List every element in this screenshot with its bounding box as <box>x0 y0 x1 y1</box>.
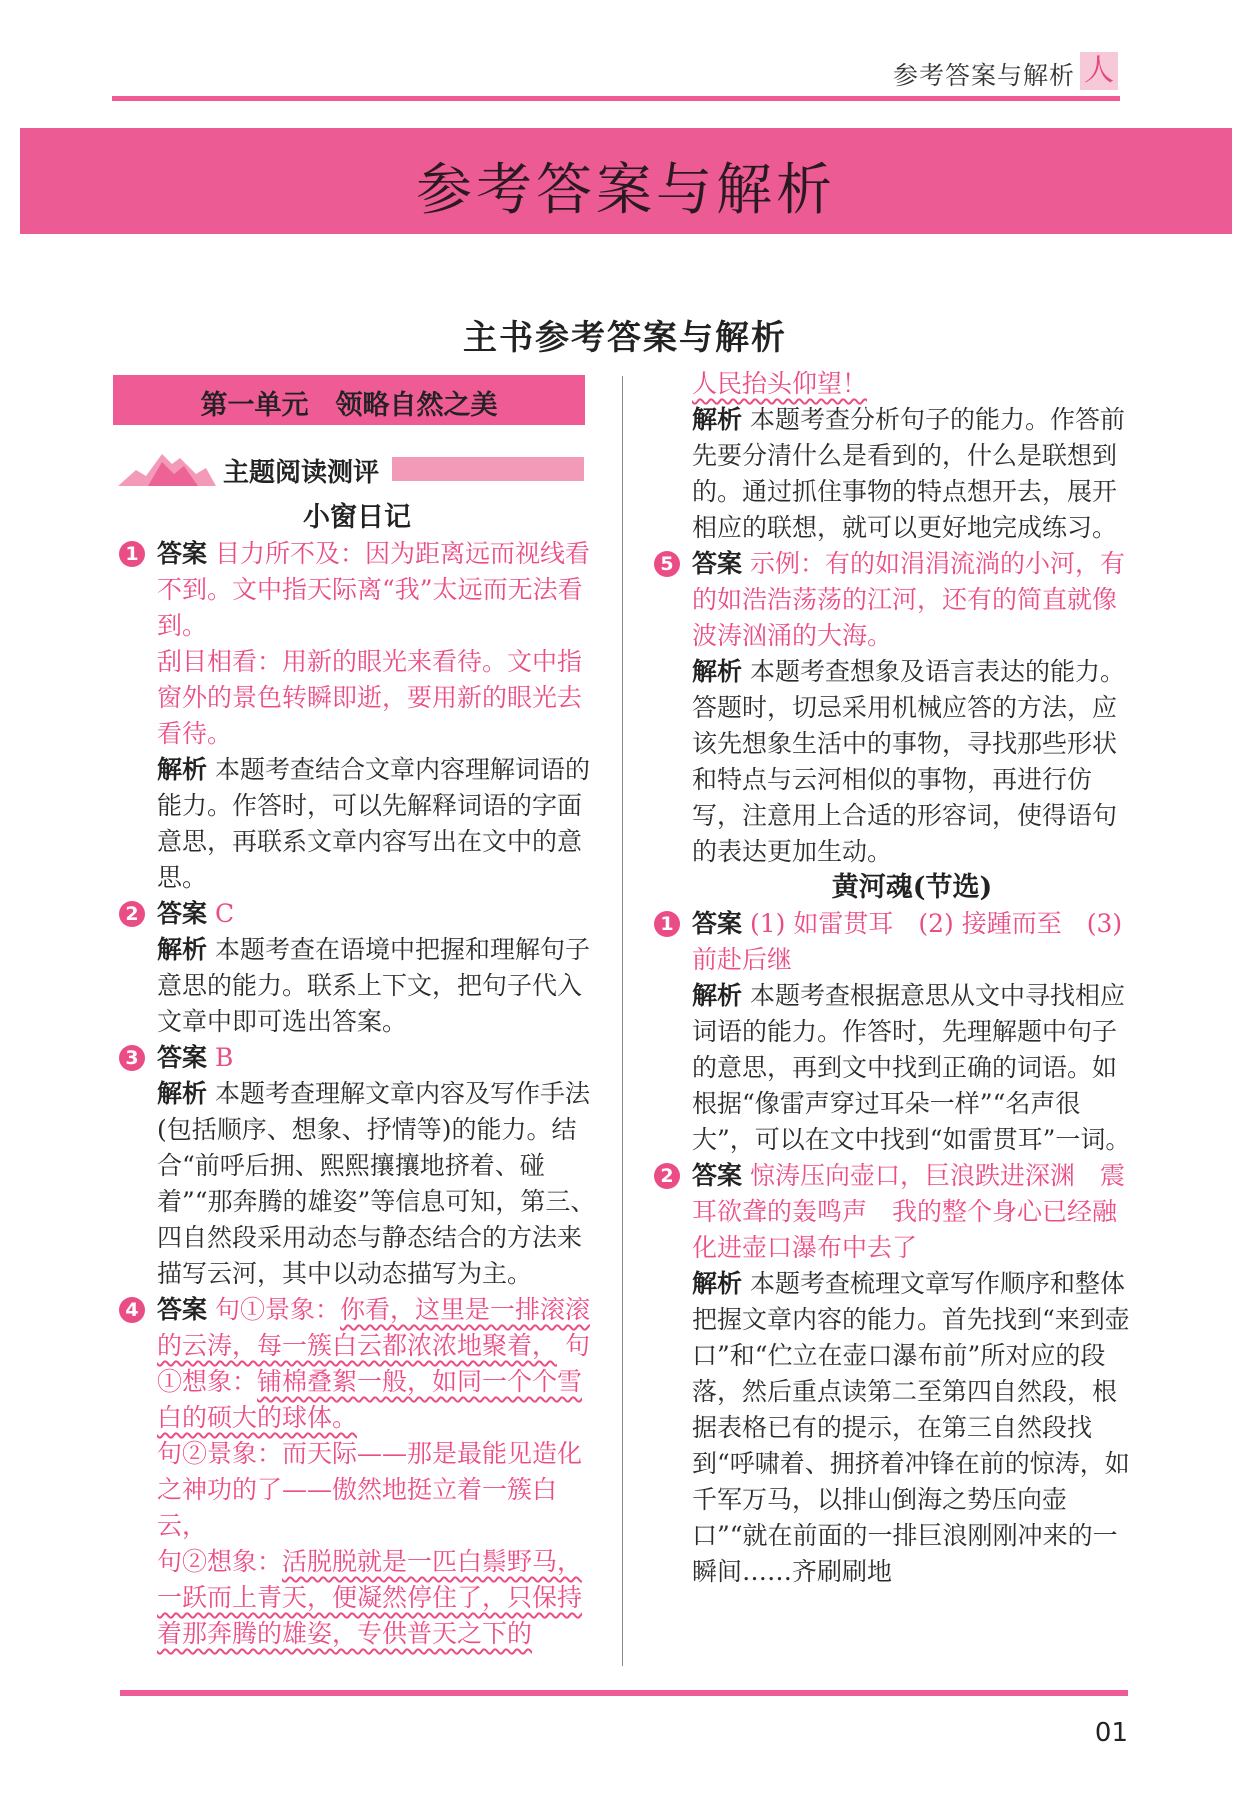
q3-analysis: 解析 本题考查理解文章内容及写作手法(包括顺序、想象、抒情等)的能力。结合“前呼后拥、熙熙攘攘地挤着、碰着”“那奔腾的雄姿”等信息可知，第三、四自然段采用动态与静态结合的方法来描写云河，其中以动态描写为主。 <box>157 1079 596 1288</box>
q3-number: 3 <box>119 1045 145 1071</box>
r1-analysis: 解析 本题考查根据意思从文中寻找相应词语的能力。作答时，先理解题中句子的意思，再到文中找到正确的词语。如根据“像雷声穿过耳朵一样”“名声很大”，可以在文中找到“如雷贯耳”一词。 <box>692 981 1131 1154</box>
section-title: 主题阅读测评 <box>223 458 380 488</box>
q4-answer-2: 句②景象：而天际——那是最能见造化之神功的了——傲然地挺立着一簇白云， <box>157 1439 583 1540</box>
q4-answer-3: 句②想象：活脱脱就是一匹白鬃野马，一跃而上青天，便凝然停住了，只保持着那奔腾的雄姿，专供普天之下的 <box>157 1547 583 1648</box>
q5-number: 5 <box>654 551 680 577</box>
unit-heading <box>113 375 585 425</box>
q5-analysis: 解析 本题考查想象及语言表达的能力。答题时，切忌采用机械应答的方法，应该先想象生活中的事物，寻找那些形状和特点与云河相似的事物，再进行仿写，注意用上合适的形容词，使得语句的表达更加生动。 <box>692 657 1125 866</box>
q5-answer: 5 答案 示例：有的如涓涓流淌的小河，有的如浩浩荡荡的江河，还有的简直就像波涛汹涌的大海。 <box>692 546 1132 654</box>
header-rule <box>112 96 1120 101</box>
q1-answer-2: 刮目相看：用新的眼光来看待。文中指窗外的景色转瞬即逝，要用新的眼光去看待。 <box>157 647 583 748</box>
q4-analysis: 解析 本题考查分析句子的能力。作答前先要分清什么是看到的，什么是联想到的。通过抓住事物的特点想开去，展开相应的联想，就可以更好地完成练习。 <box>692 405 1125 542</box>
left-column <box>125 500 597 1652</box>
q2-answer: 2 答案 C <box>157 896 597 932</box>
article-title-2: 黄河魂(节选) <box>831 872 993 903</box>
q1-number: 1 <box>119 541 145 567</box>
q3-answer: 3 答案 B <box>157 1040 597 1076</box>
q1-answer-1: 目力所不及：因为距离远而视线看不到。文中指天际离“我”太远而无法看到。 <box>157 539 590 640</box>
r2-analysis: 解析 本题考查梳理文章写作顺序和整体把握文章内容的能力。首先找到“来到壶口”和“伫立在壶口瀑布前”所对应的段落，然后重点读第二至第四自然段，根据表格已有的提示，在第三自然段找到“呼啸着、拥挤着冲锋在前的惊涛，如千军万马，以排山倒海之势压向壶口”“就在前面的一排巨浪刚刚冲来的一瞬间……齐刷刷地 <box>692 1269 1130 1586</box>
page-number: 01 <box>1094 1718 1128 1748</box>
header-title: 参考答案与解析 <box>892 61 1075 90</box>
column-divider <box>622 376 623 1666</box>
title-banner <box>20 128 1232 234</box>
article-title-1: 小窗日记 <box>303 502 411 533</box>
page-subtitle: 主书参考答案与解析 <box>463 318 787 358</box>
r2-number: 2 <box>654 1163 680 1189</box>
q4-continuation: 人民抬头仰望！ <box>692 369 868 398</box>
q2-analysis: 解析 本题考查在语境中把握和理解句子意思的能力。联系上下文，把句子代入文章中即可选出答案。 <box>157 935 590 1036</box>
header-badge: 人 <box>1080 52 1118 90</box>
footer-rule <box>120 1690 1128 1696</box>
mountain-icon <box>118 448 216 486</box>
r2-answer: 2 答案 惊涛压向壶口，巨浪跌进深渊 震耳欲聋的轰鸣声 我的整个身心已经融化进壶口瀑布中去了 <box>692 1158 1132 1266</box>
q4-answer: 4 答案 句①景象：你看，这里是一排滚滚的云涛，每一簇白云都浓浓地聚着， 句①想象：铺棉叠絮一般，如同一个个雪白的硕大的球体。 <box>157 1292 597 1436</box>
r1-answer: 1 答案 (1) 如雷贯耳 (2) 接踵而至 (3) 前赴后继 <box>692 906 1132 978</box>
q1-analysis: 解析 本题考查结合文章内容理解词语的能力。作答时，可以先解释词语的字面意思，再联系文章内容写出在文中的意思。 <box>157 755 590 892</box>
banner-title: 参考答案与解析 <box>416 158 836 223</box>
right-column <box>660 366 1132 1590</box>
q2-number: 2 <box>119 901 145 927</box>
unit-title: 第一单元 领略自然之美 <box>200 390 498 421</box>
q4-number: 4 <box>119 1297 145 1323</box>
section-bar <box>392 457 584 481</box>
q1-answer: 1 答案 目力所不及：因为距离远而视线看不到。文中指天际离“我”太远而无法看到。 <box>157 536 597 644</box>
r1-number: 1 <box>654 911 680 937</box>
